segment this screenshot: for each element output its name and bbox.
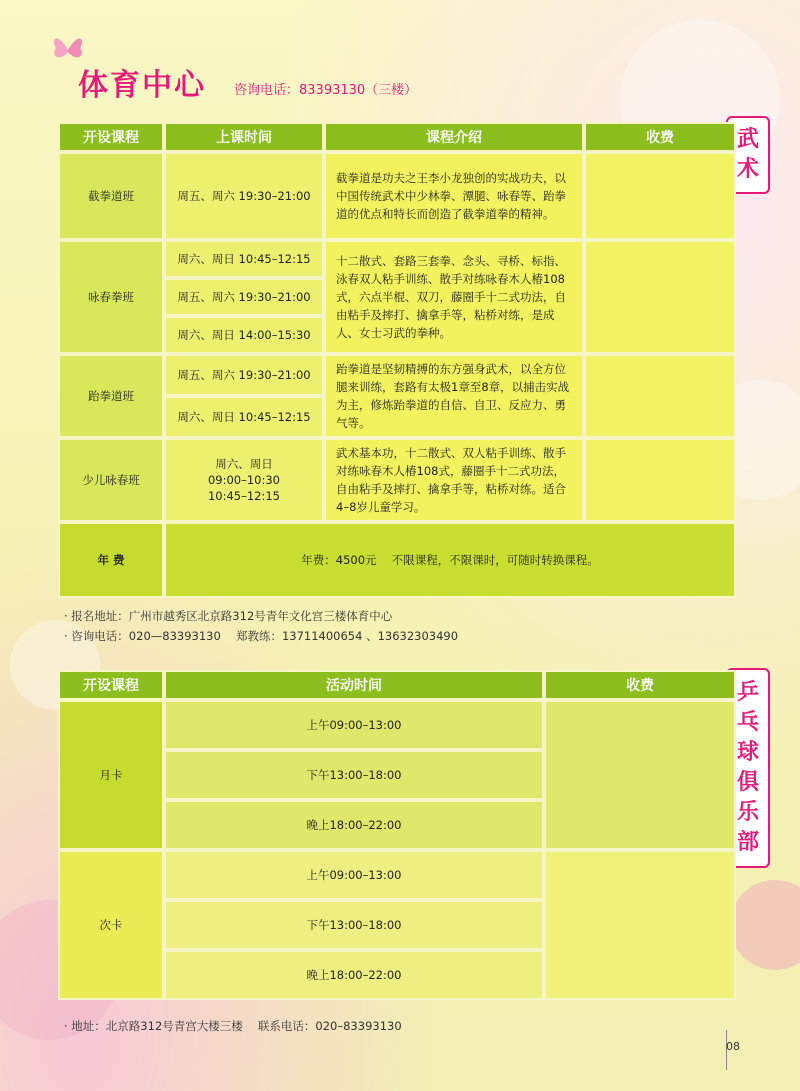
table-row [58,700,736,750]
header-contact: 咨询电话：83393130（三楼） [234,83,418,98]
course-time [164,438,324,522]
page-number: 08 [726,1040,740,1053]
side-tab-char: 乓 [736,710,759,735]
course-desc: 跆拳道是坚韧精搏的东方强身武术，以全方位腿来训练，套路有太极1章至8章，以捕击实战为主，修炼跆拳道的自信、自卫、反应力、勇气等。 [324,354,584,438]
course-time: 周五、周六 19:30–21:00 [164,278,324,316]
course-name: 咏春拳班 [58,240,164,354]
col-header-fee: 收费 [584,122,736,152]
course-time: 周六、周日 10:45–12:15 [164,396,324,438]
annual-fee-label: 年 费 [58,522,164,598]
course-time: 周六、周日 10:45–12:15 [164,240,324,278]
table-header-row [58,670,736,700]
activity-time: 上午09:00–13:00 [164,700,544,750]
col-header-desc: 课程介绍 [324,122,584,152]
table-row [58,240,736,278]
side-tab-char: 乐 [736,800,759,825]
course-time-line: 10:45–12:15 [207,489,281,503]
col-header-time: 上课时间 [164,122,324,152]
col-header-time: 活动时间 [164,670,544,700]
course-fee [584,354,736,438]
wushu-address-note: · 报名地址：广州市越秀区北京路312号青年文化宫三楼体育中心 [64,609,393,623]
table-row [58,438,736,522]
col-header-course: 开设课程 [58,122,164,152]
course-fee [584,152,736,240]
activity-time: 上午09:00–13:00 [164,850,544,900]
course-fee [584,438,736,522]
side-tab-char: 部 [736,830,759,855]
pingpong-address-note: · 地址：北京路312号青宫大楼三楼 联系电话：020–83393130 [64,1019,402,1033]
course-desc: 截拳道是功夫之王李小龙独创的实战功夫，以中国传统武术中少林拳、潭腿、咏春等、跆拳道的优点和特长而创造了截拳道拳的精神。 [324,152,584,240]
side-tab-char: 俱 [736,770,759,795]
activity-time: 下午13:00–18:00 [164,750,544,800]
table-row [58,850,736,900]
course-fee [584,240,736,354]
course-time: 周六、周日 14:00–15:30 [164,316,324,354]
page-title: 体育中心 [78,68,206,103]
side-tab-char: 乒 [736,680,759,705]
pingpong-table [58,670,736,1000]
side-tab-char: 球 [736,740,759,765]
annual-fee-text: 年费：4500元 不限课程，不限课时，可随时转换课程。 [164,522,736,598]
table-row [58,152,736,240]
col-header-course: 开设课程 [58,670,164,700]
side-tab-char: 武 [736,127,759,152]
col-header-fee: 收费 [544,670,736,700]
wushu-table [58,122,736,598]
course-name: 截拳道班 [58,152,164,240]
card-fee [544,700,736,850]
course-time: 周五、周六 19:30–21:00 [164,152,324,240]
table-row [58,354,736,396]
side-tab-char: 术 [736,157,759,182]
course-time-line: 09:00–10:30 [207,473,281,487]
table-header-row [58,122,736,152]
annual-fee-row [58,522,736,598]
course-name: 跆拳道班 [58,354,164,438]
course-time: 周五、周六 19:30–21:00 [164,354,324,396]
card-fee [544,850,736,1000]
course-desc: 武术基本功，十二散式、双人粘手训练、散手对练咏春木人椿108式，藤圈手十二式功法，自由粘手及摔打、擒拿手等，粘桥对练。适合4–8岁儿童学习。 [324,438,584,522]
page-header [78,64,417,104]
card-name: 月卡 [58,700,164,850]
course-desc: 十二散式、套路三套拳、念头、寻桥、标指、泳春双人粘手训练、散手对练咏春木人椿108式，六点半棍、双刀，藤圈手十二式功法，自由粘手及摔打、擒拿手等，粘桥对练，是成人、女士习武的拳种。 [324,240,584,354]
activity-time: 晚上18:00–22:00 [164,800,544,850]
wushu-phone-note: · 咨询电话：020—83393130 郑教练：13711400654 、13632303490 [64,629,459,643]
activity-time: 晚上18:00–22:00 [164,950,544,1000]
card-name: 次卡 [58,850,164,1000]
course-name: 少儿咏春班 [58,438,164,522]
course-time-line: 周六、周日 [215,457,273,471]
decor-bubble [730,880,800,970]
activity-time: 下午13:00–18:00 [164,900,544,950]
